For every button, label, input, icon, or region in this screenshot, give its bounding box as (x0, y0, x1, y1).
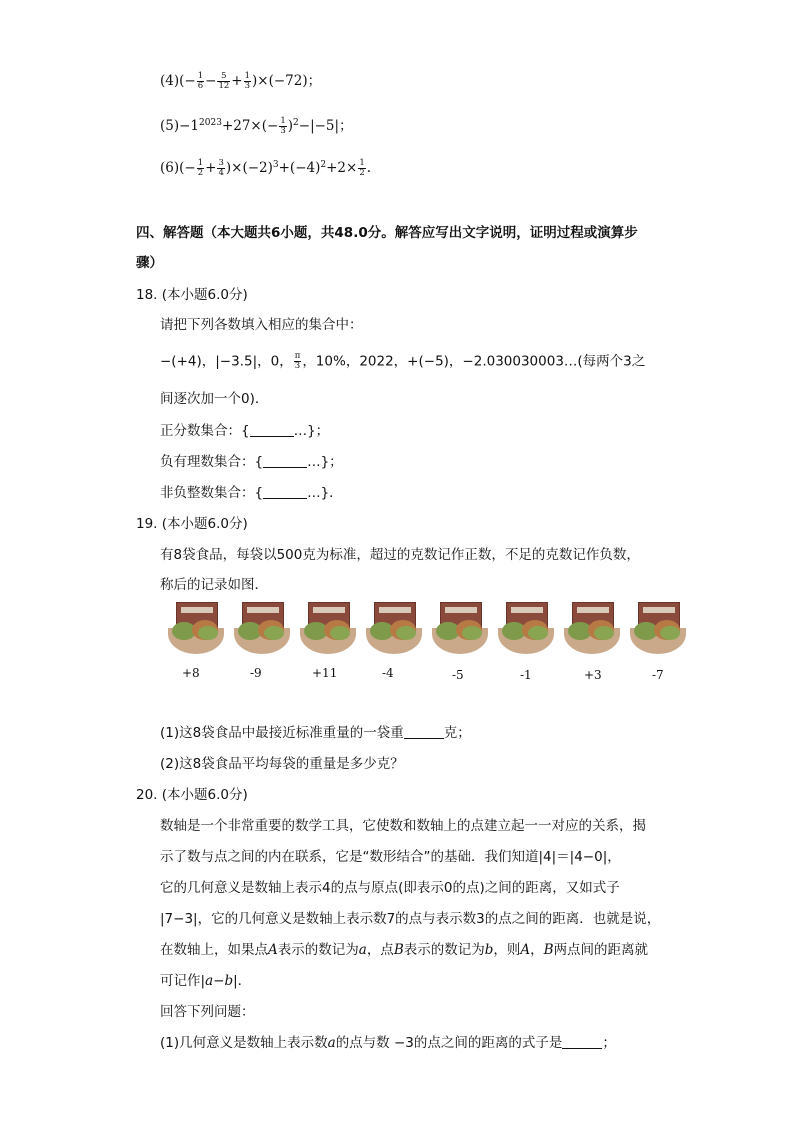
question-18-numbers-line2: 间逐次加一个0)． (160, 391, 269, 407)
answer-blank[interactable] (562, 1036, 602, 1049)
set-negative-rationals: 负有理数集合：{ …}； (160, 454, 343, 470)
food-bag-image (498, 600, 554, 660)
fraction: $\frac{1}{2}$ (197, 158, 204, 178)
weight-label: -7 (652, 668, 664, 682)
fraction: $\frac{5}{12}$ (218, 71, 230, 91)
weight-label: +8 (182, 666, 200, 680)
set-positive-fractions: 正分数集合：{ …}； (160, 423, 330, 439)
question-20-text: |7−3|，它的几何意义是数轴上表示数7的点与表示数3的点之间的距离．也就是说， (160, 911, 661, 927)
weight-label: -5 (452, 668, 464, 682)
question-20-sub1: (1)几何意义是数轴上表示数a的点与数 −3的点之间的距离的式子是 ； (160, 1035, 616, 1051)
question-18-intro: 请把下列各数填入相应的集合中： (160, 317, 363, 333)
weight-label: -1 (520, 668, 532, 682)
fraction: $\frac{3}{4}$ (218, 158, 224, 178)
question-20-header (136, 786, 248, 804)
question-19-text-line2: 称后的记录如图． (160, 577, 268, 593)
food-bag-image (630, 600, 686, 660)
food-bags-figure (160, 600, 700, 690)
calc-problem-4: (4)(− $\frac{1}{6}$ − $\frac{5}{12}$ + $\frac{1}{3}$ )×(−72)； (160, 71, 322, 91)
question-score: (本小题6.0分) (161, 787, 248, 803)
answer-blank[interactable] (250, 424, 294, 437)
answer-blank[interactable] (263, 455, 307, 468)
fraction: $\frac{1}{3}$ (244, 71, 250, 91)
answer-blank[interactable] (263, 486, 307, 499)
question-20-text: 它的几何意义是数轴上表示4的点与原点(即表示0的点)之间的距离，又如式子 (160, 880, 620, 896)
fraction: $\frac{1}{3}$ (280, 116, 286, 136)
question-20-answer-prompt: 回答下列问题： (160, 1004, 255, 1020)
question-19-header (136, 515, 248, 533)
weight-label: +3 (584, 668, 602, 682)
question-20-text: 数轴是一个非常重要的数学工具，它使数和数轴上的点建立起一一对应的关系，揭 (160, 818, 646, 834)
set-nonnegative-integers: 非负整数集合：{ …}． (160, 485, 343, 501)
fraction-pi-over-3: $\frac{\pi}{3}$ (294, 351, 301, 371)
question-number: 19. (136, 516, 158, 532)
question-18-numbers: −(+4)，|−3.5|，0， $\frac{\pi}{3}$ ，10%，2022，+(−5)，−2.030030003…(每两个3之 (160, 351, 646, 371)
question-19-sub2: (2)这8袋食品平均每袋的重量是多少克？ (160, 756, 404, 772)
question-19-sub1: (1)这8袋食品中最接近标准重量的一袋重 克； (160, 725, 471, 741)
calc-problem-5: $(5)-1^{2023}+27\times(-$ $\frac{1}{3}$ )$^2$−|−5|； (160, 116, 353, 136)
food-bag-image (366, 600, 422, 660)
calc-problem-6: (6)(− $\frac{1}{2}$ + $\frac{3}{4}$ )$\times(-2)^3+(-4)^2+2\times$ $\frac{1}{2}$ . (160, 158, 372, 178)
food-bag-image (168, 600, 224, 660)
question-number: 18. (136, 287, 158, 303)
question-score: (本小题6.0分) (161, 516, 248, 532)
weight-label: -9 (250, 666, 262, 680)
food-bag-image (432, 600, 488, 660)
food-bag-image (234, 600, 290, 660)
question-20-text: 在数轴上，如果点A表示的数记为a，点B表示的数记为b，则A，B两点间的距离就 (160, 942, 649, 958)
answer-blank[interactable] (404, 726, 444, 739)
fraction: $\frac{1}{2}$ (359, 158, 365, 178)
question-18-header (136, 286, 248, 304)
question-20-text: 示了数与点之间的内在联系，它是“数形结合”的基础．我们知道|4|＝|4−0|， (160, 849, 621, 865)
food-bag-image (564, 600, 620, 660)
weight-label: -4 (382, 666, 394, 680)
weight-label: +11 (312, 666, 338, 680)
section-title: 四、解答题（本大题共6小题，共48.0分。解答应写出文字说明，证明过程或演算步 (136, 225, 638, 241)
section-title-line2: 骤） (136, 255, 163, 271)
food-bag-image (300, 600, 356, 660)
question-19-text: 有8袋食品，每袋以500克为标准，超过的克数记作正数，不足的克数记作负数， (160, 547, 640, 563)
question-number: 20. (136, 787, 158, 803)
fraction: $\frac{1}{6}$ (197, 71, 204, 91)
question-20-text: 可记作|a−b|． (160, 973, 252, 989)
question-score: (本小题6.0分) (161, 287, 248, 303)
